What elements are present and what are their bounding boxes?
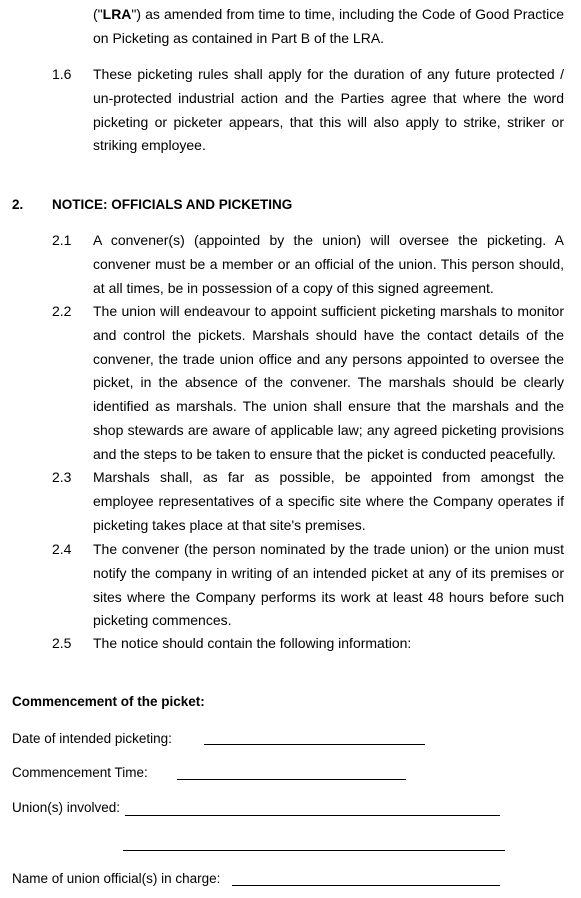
date-label: Date of intended picketing: — [12, 731, 172, 746]
intro-paragraph — [93, 3, 564, 51]
clause-1-6-number: 1.6 — [52, 66, 72, 82]
time-field-line[interactable] — [177, 779, 406, 780]
clause-2-2-text: The union will endeavour to appoint sufficient picketing marshals to monitor and control the pickets. Marshals should have the contact details of the convener, the trade union office and any persons appointed to oversee the picket, in the absence of the convener. The marshals should be clearly identified as marshals. The union shall ensure that the marshals and the shop stewards are aware of applicable law; any agreed picketing provisions and the steps to be taken to ensure that the picket is conducted peacefully. — [93, 303, 564, 462]
time-label: Commencement Time: — [12, 765, 148, 780]
clause-1-6-text: These picketing rules shall apply for the duration of any future protected / un-protected industrial action and the Parties agree that where the word picketing or picketer appears, that this will also apply to strike, striker or striking employee. — [93, 66, 564, 154]
intro-text-suffix: ") as amended from time to time, including the Code of Good Practice on Picketing as contained in Part B of the LRA. — [93, 6, 564, 46]
official-field-line[interactable] — [232, 885, 500, 886]
union-field-line[interactable] — [125, 815, 500, 816]
clause-2-1-text: A convener(s) (appointed by the union) will oversee the picketing. A convener must be a member or an official of the union. This person should, at all times, be in possession of a copy of this signed agreement. — [93, 232, 564, 296]
section-2-number: 2. — [12, 197, 24, 212]
intro-text-prefix: (" — [93, 6, 103, 22]
form-heading: Commencement of the picket: — [12, 694, 205, 709]
official-label: Name of union official(s) in charge: — [12, 871, 221, 886]
clause-2-1-number: 2.1 — [52, 232, 72, 248]
clause-2-4-number: 2.4 — [52, 541, 72, 557]
union-field-line-2[interactable] — [123, 850, 505, 851]
union-label: Union(s) involved: — [12, 800, 121, 815]
section-2-title: NOTICE: OFFICIALS AND PICKETING — [52, 197, 293, 212]
date-field-line[interactable] — [204, 744, 425, 745]
clause-2-3-number: 2.3 — [52, 469, 72, 485]
clause-2-5-number: 2.5 — [52, 635, 72, 651]
intro-text-bold: LRA — [102, 6, 132, 22]
clause-2-4-text: The convener (the person nominated by the trade union) or the union must notify the company in writing of an intended picket at any of its premises or sites where the Company performs its work at least 48 hours before such picketing commences. — [93, 541, 564, 629]
clause-2-5-text: The notice should contain the following information: — [93, 635, 412, 651]
clause-2-2-number: 2.2 — [52, 303, 72, 319]
clause-2-3-text: Marshals shall, as far as possible, be appointed from amongst the employee representatives of a specific site where the Company operates if picketing takes place at that site's premises. — [93, 469, 564, 533]
